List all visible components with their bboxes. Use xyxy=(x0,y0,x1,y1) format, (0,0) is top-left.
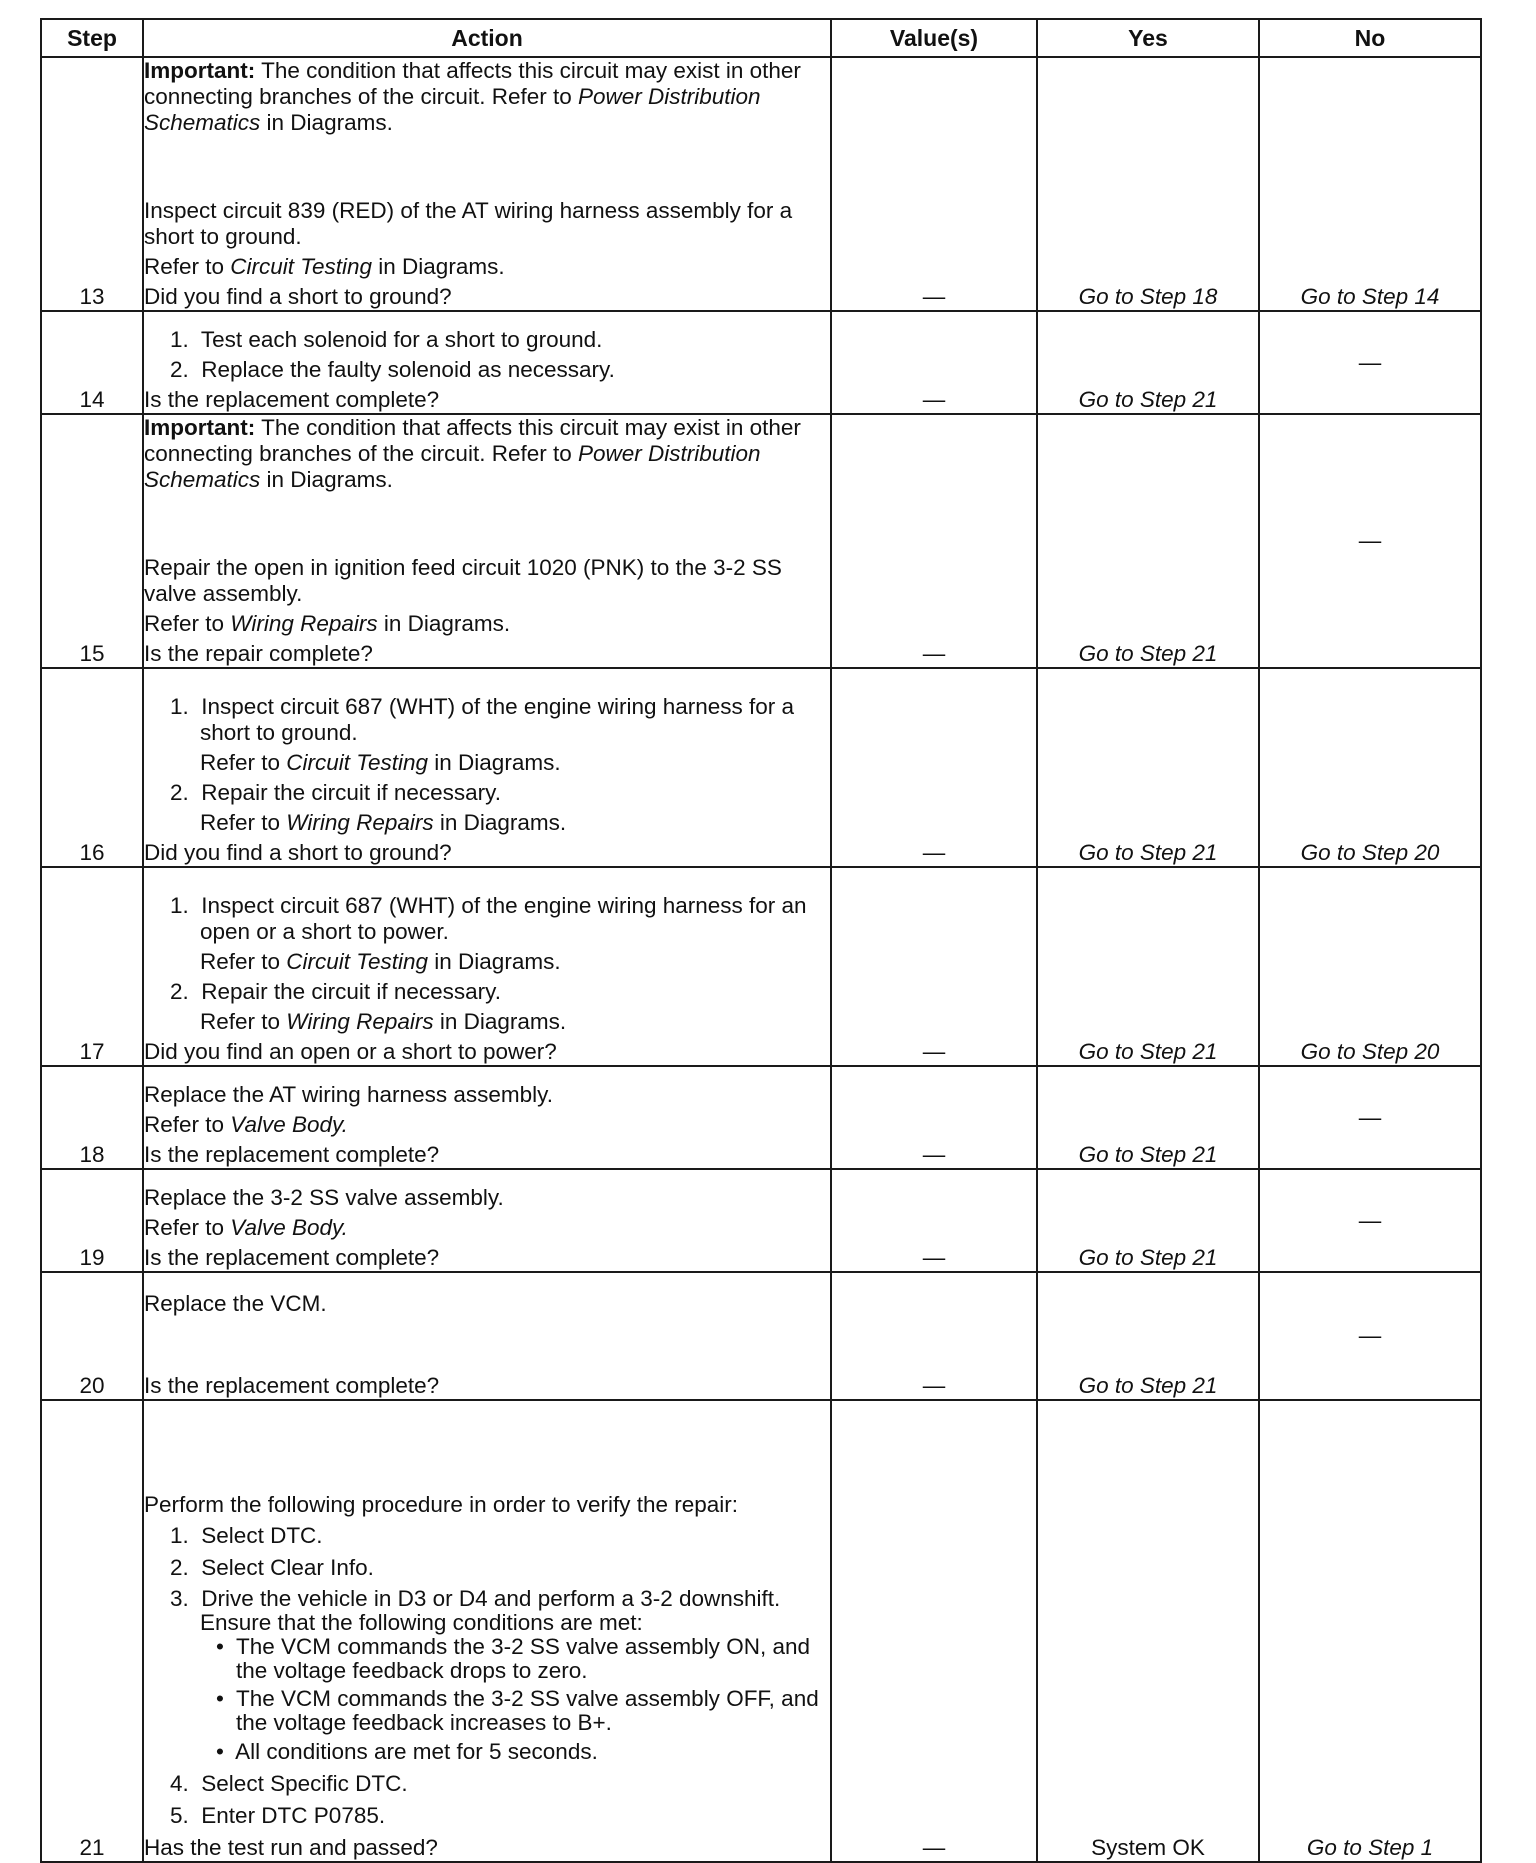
table-row xyxy=(41,1169,1481,1272)
refer-line xyxy=(144,810,830,836)
action-cell xyxy=(143,311,831,414)
bullet-item xyxy=(144,1635,830,1683)
bullet-text: The VCM commands the 3-2 SS valve assembly OFF, and the voltage feedback increases to B+. xyxy=(236,1686,819,1735)
header-step: Step xyxy=(41,19,143,57)
bullet-text: All conditions are met for 5 seconds. xyxy=(235,1739,598,1764)
important-ref: Power Distribution Schematics xyxy=(144,84,761,135)
refer-suffix: in Diagrams. xyxy=(428,750,561,775)
important-tail: in Diagrams. xyxy=(260,110,393,135)
value-cell: — xyxy=(831,311,1037,414)
important-text: The condition that affects this circuit may exist in other connecting branches of the circuit. Refer to xyxy=(144,415,801,466)
refer-ref: Circuit Testing xyxy=(230,254,373,279)
question: Has the test run and passed? xyxy=(144,1835,438,1860)
step-number: 21 xyxy=(41,1400,143,1862)
refer-ref: Valve Body. xyxy=(230,1112,348,1137)
yes-result: Go to Step 21 xyxy=(1037,1169,1259,1272)
question: Did you find a short to ground? xyxy=(144,284,452,309)
action-cell xyxy=(143,57,831,311)
action-cell xyxy=(143,867,831,1066)
refer-suffix: in Diagrams. xyxy=(433,810,567,835)
yes-result: Go to Step 21 xyxy=(1037,668,1259,867)
refer-line xyxy=(144,611,830,637)
list-text: Select DTC. xyxy=(201,1523,323,1548)
question: Is the repair complete? xyxy=(144,641,373,666)
list-item xyxy=(144,694,830,746)
no-result: — xyxy=(1259,1066,1481,1169)
list-item xyxy=(144,1523,830,1549)
yes-result: Go to Step 21 xyxy=(1037,867,1259,1066)
list-item xyxy=(144,893,830,945)
step-number: 17 xyxy=(41,867,143,1066)
action-line: Replace the AT wiring harness assembly. xyxy=(144,1082,553,1107)
bullet-icon: • xyxy=(216,1686,224,1711)
refer-suffix: in Diagrams. xyxy=(428,949,561,974)
no-result: — xyxy=(1259,311,1481,414)
list-item xyxy=(144,1771,830,1797)
table-row xyxy=(41,1272,1481,1400)
refer-suffix: in Diagrams. xyxy=(377,611,511,636)
list-number: 3. xyxy=(170,1586,189,1611)
table-row xyxy=(41,1400,1481,1862)
table-row xyxy=(41,1066,1481,1169)
table-row xyxy=(41,414,1481,668)
action-cell xyxy=(143,668,831,867)
spacer xyxy=(144,493,830,555)
value-cell: — xyxy=(831,1400,1037,1862)
step-number: 20 xyxy=(41,1272,143,1400)
list-number: 2. xyxy=(170,1555,189,1580)
yes-result: Go to Step 18 xyxy=(1037,57,1259,311)
list-text: Repair the circuit if necessary. xyxy=(201,979,501,1004)
table-row xyxy=(41,57,1481,311)
important-label: Important: xyxy=(144,415,256,440)
value-cell: — xyxy=(831,414,1037,668)
header-row xyxy=(41,19,1481,57)
bullet-icon: • xyxy=(216,1739,224,1764)
value-cell: — xyxy=(831,867,1037,1066)
list-item xyxy=(144,979,830,1005)
refer-ref: Circuit Testing xyxy=(286,750,429,775)
step-number: 18 xyxy=(41,1066,143,1169)
question: Is the replacement complete? xyxy=(144,1245,440,1270)
no-result: Go to Step 20 xyxy=(1259,867,1481,1066)
no-result: Go to Step 20 xyxy=(1259,668,1481,867)
refer-line xyxy=(144,254,830,280)
bullet-text: The VCM commands the 3-2 SS valve assembly ON, and the voltage feedback drops to zero. xyxy=(236,1634,810,1683)
spacer xyxy=(144,136,830,198)
refer-prefix: Refer to xyxy=(200,949,287,974)
no-result: — xyxy=(1259,1169,1481,1272)
step-number: 19 xyxy=(41,1169,143,1272)
list-item xyxy=(144,357,830,383)
action-line: Inspect circuit 839 (RED) of the AT wiring harness assembly for a short to ground. xyxy=(144,198,793,249)
list-text: Drive the vehicle in D3 or D4 and perform a 3-2 downshift. Ensure that the following conditions are met: xyxy=(200,1586,781,1635)
no-result: Go to Step 14 xyxy=(1259,57,1481,311)
list-text: Test each solenoid for a short to ground. xyxy=(200,327,603,352)
value-cell: — xyxy=(831,1169,1037,1272)
refer-prefix: Refer to xyxy=(200,1009,287,1034)
refer-suffix: in Diagrams. xyxy=(372,254,505,279)
refer-suffix: in Diagrams. xyxy=(433,1009,567,1034)
no-result: — xyxy=(1259,1272,1481,1400)
question: Is the replacement complete? xyxy=(144,1373,440,1398)
refer-ref: Circuit Testing xyxy=(286,949,429,974)
table-row xyxy=(41,867,1481,1066)
refer-ref: Valve Body. xyxy=(230,1215,348,1240)
bullet-icon: • xyxy=(216,1634,224,1659)
action-line: Repair the open in ignition feed circuit 1020 (PNK) to the 3-2 SS valve assembly. xyxy=(144,555,782,606)
diagnostic-table xyxy=(40,18,1482,1863)
list-text: Inspect circuit 687 (WHT) of the engine wiring harness for an open or a short to power. xyxy=(200,893,807,944)
refer-ref: Wiring Repairs xyxy=(286,1009,434,1034)
question: Is the replacement complete? xyxy=(144,387,440,412)
list-number: 2. xyxy=(170,979,189,1004)
action-line: Replace the 3-2 SS valve assembly. xyxy=(144,1185,504,1210)
list-text: Select Specific DTC. xyxy=(201,1771,408,1796)
step-number: 14 xyxy=(41,311,143,414)
list-number: 1. xyxy=(170,327,189,352)
list-item xyxy=(144,780,830,806)
list-item xyxy=(144,327,830,353)
no-result: — xyxy=(1259,414,1481,668)
header-yes: Yes xyxy=(1037,19,1259,57)
refer-line xyxy=(144,949,830,975)
list-text: Enter DTC P0785. xyxy=(201,1803,386,1828)
yes-result: Go to Step 21 xyxy=(1037,414,1259,668)
list-text: Select Clear Info. xyxy=(201,1555,374,1580)
list-item xyxy=(144,1587,830,1635)
refer-ref: Wiring Repairs xyxy=(286,810,434,835)
header-no: No xyxy=(1259,19,1481,57)
no-result: Go to Step 1 xyxy=(1259,1400,1481,1862)
list-text: Repair the circuit if necessary. xyxy=(201,780,501,805)
yes-result: System OK xyxy=(1037,1400,1259,1862)
refer-line xyxy=(144,1112,830,1138)
step-number: 16 xyxy=(41,668,143,867)
list-item xyxy=(144,1555,830,1581)
list-text: Inspect circuit 687 (WHT) of the engine wiring harness for a short to ground. xyxy=(200,694,795,745)
yes-result: Go to Step 21 xyxy=(1037,311,1259,414)
step-number: 13 xyxy=(41,57,143,311)
header-action: Action xyxy=(143,19,831,57)
important-text: The condition that affects this circuit may exist in other connecting branches of the circuit. Refer to xyxy=(144,58,801,109)
list-item xyxy=(144,1803,830,1829)
question: Did you find an open or a short to power? xyxy=(144,1039,557,1064)
table-row xyxy=(41,668,1481,867)
question: Is the replacement complete? xyxy=(144,1142,440,1167)
list-number: 2. xyxy=(170,780,189,805)
action-line: Perform the following procedure in order to verify the repair: xyxy=(144,1492,739,1517)
list-number: 1. xyxy=(170,1523,189,1548)
important-note xyxy=(144,58,830,136)
bullet-item xyxy=(144,1739,830,1765)
table-row xyxy=(41,311,1481,414)
refer-line xyxy=(144,1009,830,1035)
action-cell xyxy=(143,414,831,668)
refer-prefix: Refer to xyxy=(144,1215,231,1240)
list-number: 5. xyxy=(170,1803,189,1828)
list-number: 1. xyxy=(170,694,189,719)
list-text: Replace the faulty solenoid as necessary. xyxy=(201,357,615,382)
action-line: Replace the VCM. xyxy=(144,1291,327,1316)
value-cell: — xyxy=(831,57,1037,311)
header-values: Value(s) xyxy=(831,19,1037,57)
important-label: Important: xyxy=(144,58,256,83)
refer-ref: Wiring Repairs xyxy=(230,611,378,636)
refer-line xyxy=(144,1215,830,1241)
list-number: 2. xyxy=(170,357,189,382)
important-ref: Power Distribution Schematics xyxy=(144,441,761,492)
action-cell xyxy=(143,1400,831,1862)
refer-line xyxy=(144,750,830,776)
value-cell: — xyxy=(831,1272,1037,1400)
action-cell xyxy=(143,1169,831,1272)
action-cell xyxy=(143,1272,831,1400)
question: Did you find a short to ground? xyxy=(144,840,452,865)
important-tail: in Diagrams. xyxy=(260,467,393,492)
step-number: 15 xyxy=(41,414,143,668)
refer-prefix: Refer to xyxy=(200,750,287,775)
refer-prefix: Refer to xyxy=(200,810,287,835)
important-note xyxy=(144,415,830,493)
refer-prefix: Refer to xyxy=(144,611,231,636)
refer-prefix: Refer to xyxy=(144,1112,231,1137)
action-cell xyxy=(143,1066,831,1169)
diagnostic-table-page xyxy=(40,18,1480,1863)
refer-prefix: Refer to xyxy=(144,254,231,279)
yes-result: Go to Step 21 xyxy=(1037,1272,1259,1400)
yes-result: Go to Step 21 xyxy=(1037,1066,1259,1169)
list-number: 1. xyxy=(170,893,189,918)
value-cell: — xyxy=(831,668,1037,867)
list-number: 4. xyxy=(170,1771,189,1796)
spacer xyxy=(144,1317,830,1373)
bullet-item xyxy=(144,1687,830,1735)
value-cell: — xyxy=(831,1066,1037,1169)
